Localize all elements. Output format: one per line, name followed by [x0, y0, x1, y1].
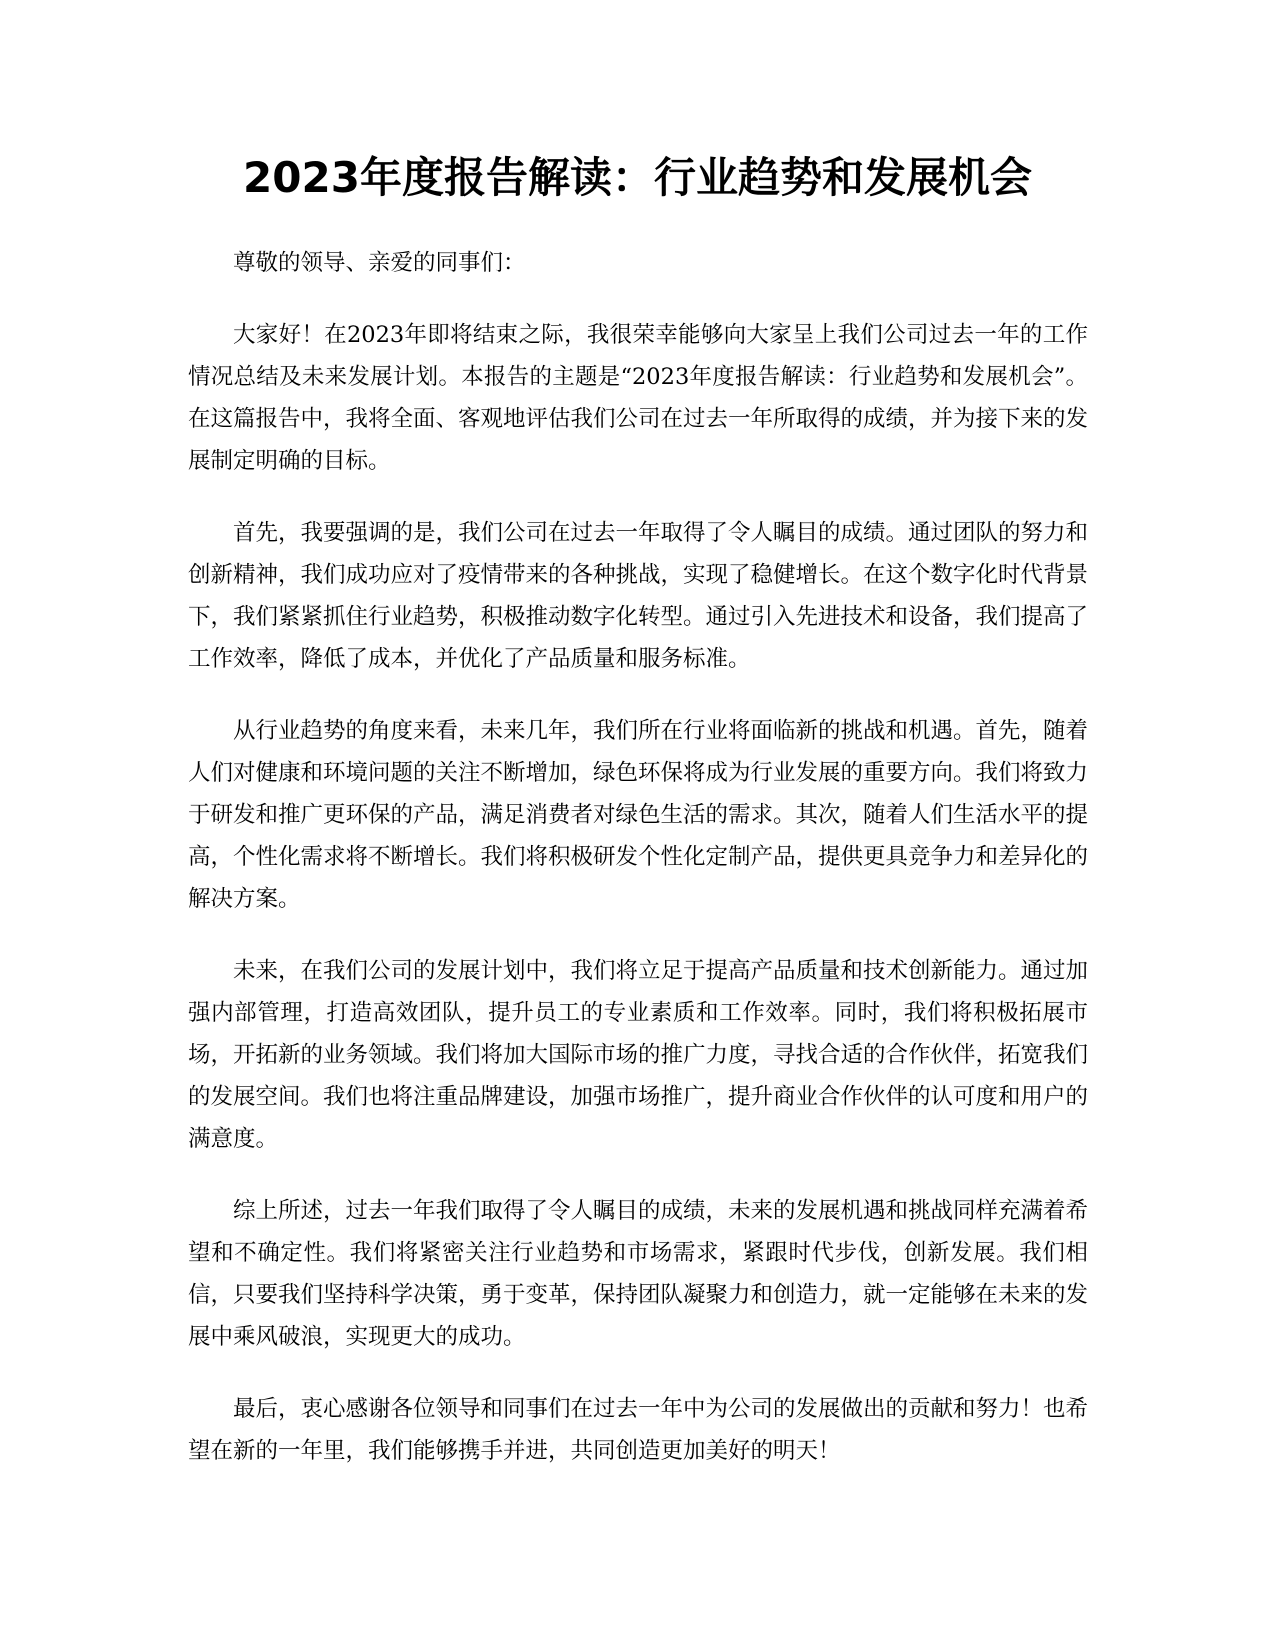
document-title: 2023年度报告解读：行业趋势和发展机会 — [243, 153, 1032, 202]
intro-paragraph: 大家好！在2023年即将结束之际，我很荣幸能够向大家呈上我们公司过去一年的工作情况总结及未来发展计划。本报告的主题是“2023年度报告解读：行业趋势和发展机会”。在这篇报告中，我将全面、客观地评估我们公司在过去一年所取得的成绩，并为接下来的发展制定明确的目标。 — [188, 322, 1089, 474]
industry-trends-paragraph: 从行业趋势的角度来看，未来几年，我们所在行业将面临新的挑战和机遇。首先，随着人们对健康和环境问题的关注不断增加，绿色环保将成为行业发展的重要方向。我们将致力于研发和推广更环保的产品，满足消费者对绿色生活的需求。其次，随着人们生活水平的提高，个性化需求将不断增长。我们将积极研发个性化定制产品，提供更具竞争力和差异化的解决方案。 — [188, 718, 1089, 912]
document-body — [188, 242, 1088, 1502]
salutation-paragraph: 尊敬的领导、亲爱的同事们： — [233, 250, 526, 276]
future-plan-paragraph: 未来，在我们公司的发展计划中，我们将立足于提高产品质量和技术创新能力。通过加强内部管理，打造高效团队，提升员工的专业素质和工作效率。同时，我们将积极拓展市场，开拓新的业务领域。我们将加大国际市场的推广力度，寻找合适的合作伙伴，拓宽我们的发展空间。我们也将注重品牌建设，加强市场推广，提升商业合作伙伴的认可度和用户的满意度。 — [188, 958, 1089, 1152]
achievements-paragraph: 首先，我要强调的是，我们公司在过去一年取得了令人瞩目的成绩。通过团队的努力和创新精神，我们成功应对了疫情带来的各种挑战，实现了稳健增长。在这个数字化时代背景下，我们紧紧抓住行业趋势，积极推动数字化转型。通过引入先进技术和设备，我们提高了工作效率，降低了成本，并优化了产品质量和服务标准。 — [188, 520, 1089, 672]
summary-paragraph: 综上所述，过去一年我们取得了令人瞩目的成绩，未来的发展机遇和挑战同样充满着希望和不确定性。我们将紧密关注行业趋势和市场需求，紧跟时代步伐，创新发展。我们相信，只要我们坚持科学决策，勇于变革，保持团队凝聚力和创造力，就一定能够在未来的发展中乘风破浪，实现更大的成功。 — [188, 1198, 1089, 1350]
closing-paragraph: 最后，衷心感谢各位领导和同事们在过去一年中为公司的发展做出的贡献和努力！也希望在新的一年里，我们能够携手并进，共同创造更加美好的明天！ — [188, 1396, 1089, 1464]
